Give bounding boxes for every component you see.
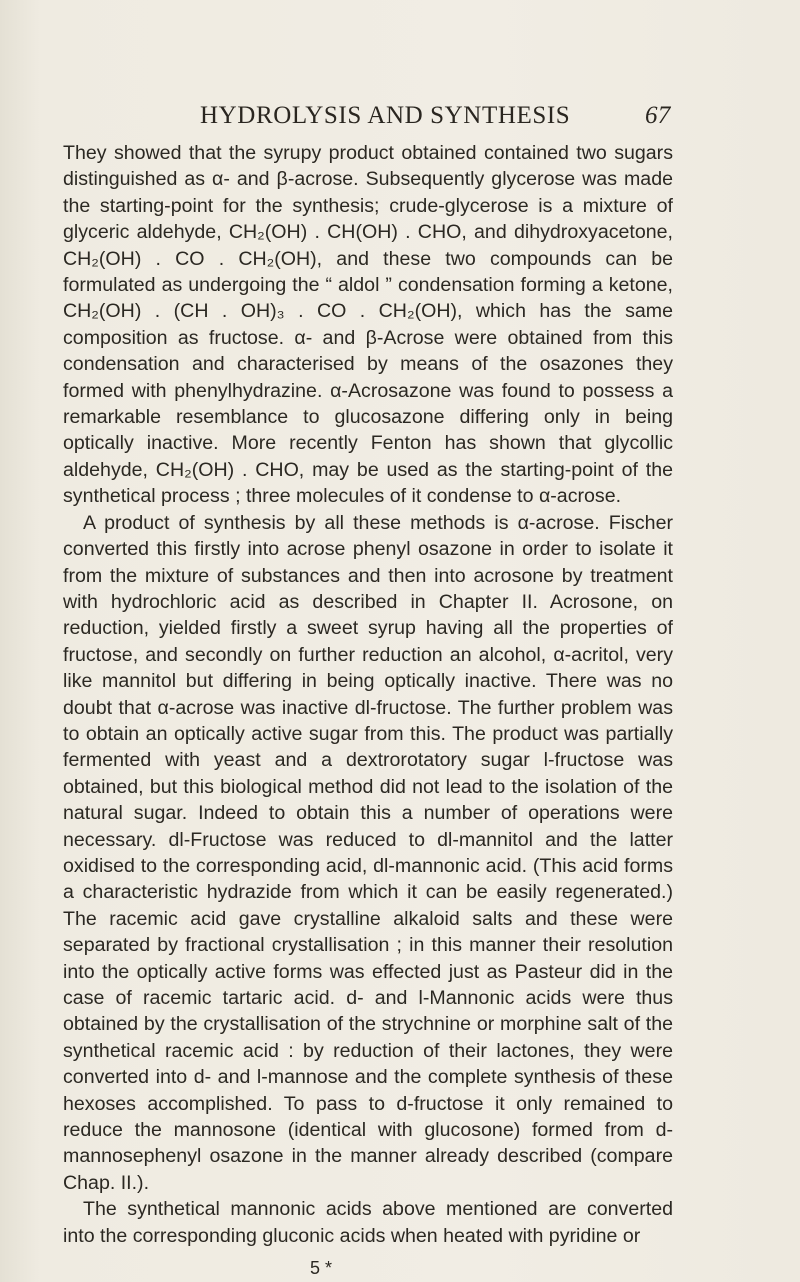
page-number: 67 bbox=[645, 102, 671, 129]
paragraph-1: They showed that the syrupy product obtained contained two sugars distinguished as α- and β-acrose. Subsequently glycerose was made the starting-point for the synthesis; crude-glycerose is a mixture of glyceric aldehyde, CH₂(OH) . CH(OH) . CHO, and dihydroxyacetone, CH₂(OH) . CO . CH₂(OH), and these two compounds can be formulated as undergoing the “ aldol ” condensation forming a ketone, CH₂(OH) . (CH . OH)₃ . CO . CH₂(OH), which has the same composition as fructose. α- and β-Acrose were obtained from this condensation and characterised by means of the osazones they formed with phenylhydrazine. α-Acrosazone was found to possess a remarkable resemblance to glucosazone differing only in being optically inactive. More recently Fenton has shown that glycollic aldehyde, CH₂(OH) . CHO, may be used as the starting-point of the synthetical process ; three molecules of it condense to α-acrose. bbox=[63, 142, 673, 508]
running-head: HYDROLYSIS AND SYNTHESIS bbox=[200, 102, 571, 129]
body-text bbox=[63, 140, 673, 1249]
paragraph-2: A product of synthesis by all these methods is α-acrose. Fischer converted this firstly into acrose phenyl osazone in order to isolate it from the mixture of substances and then into acrosone by treatment with hydrochloric acid as described in Chapter II. Acrosone, on reduction, yielded firstly a sweet syrup having all the properties of fructose, and secondly on further reduction an alcohol, α-acritol, very like mannitol but differing in being optically inactive. There was no doubt that α-acrose was inactive dl-fructose. The further problem was to obtain an optically active sugar from this. The product was partially fermented with yeast and a dextrorotatory sugar l-fructose was obtained, but this biological method did not lead to the isolation of the natural sugar. Indeed to obtain this a number of operations were necessary. dl-Fructose was reduced to dl-mannitol and the latter oxidised to the corresponding acid, dl-mannonic acid. (This acid forms a characteristic hydrazide from which it can be easily regenerated.) The racemic acid gave crystalline alkaloid salts and these were separated by fractional crystallisation ; in this manner their resolution into the optically active forms was effected just as Pasteur did in the case of racemic tartaric acid. d- and l-Mannonic acids were thus obtained by the crystallisation of the strychnine or morphine salt of the synthetical racemic acid : by reduction of their lactones, they were converted into d- and l-mannose and the complete synthesis of these hexoses accomplished. To pass to d-fructose it only remained to reduce the mannosone (identical with glucosone) formed from d-mannosephenyl osazone in the manner already described (compare Chap. II.). bbox=[63, 511, 673, 1194]
page-header bbox=[0, 102, 800, 132]
signature-mark: 5 * bbox=[310, 1258, 333, 1278]
paragraph-3: The synthetical mannonic acids above mentioned are converted into the corresponding gluconic acids when heated with pyridine or bbox=[63, 1198, 673, 1247]
